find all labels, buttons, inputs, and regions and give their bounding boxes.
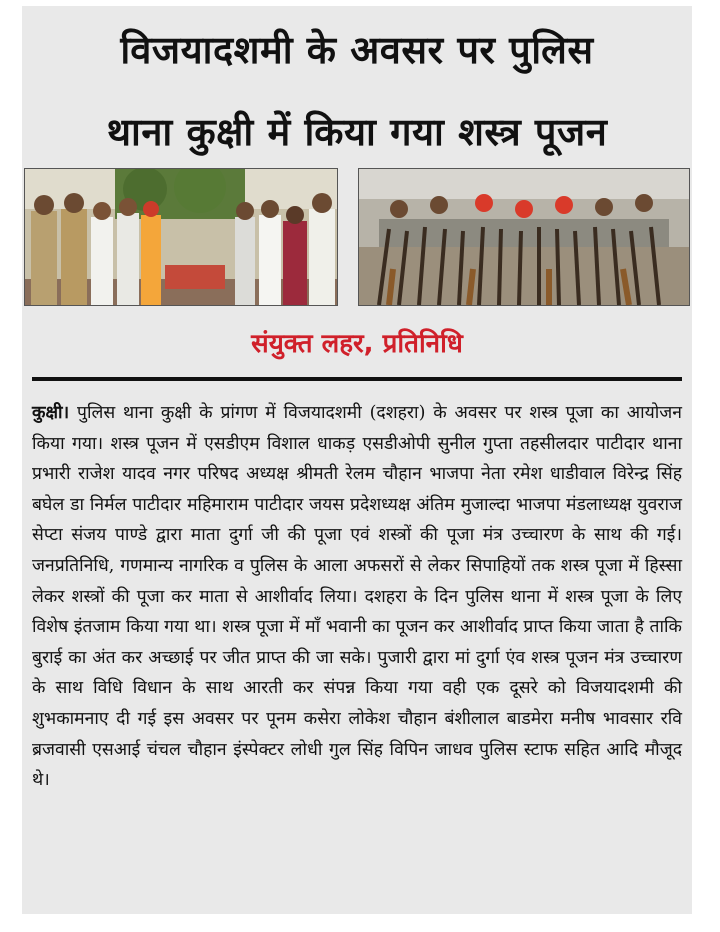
weapons-display-photo [358,168,690,306]
divider-rule [32,377,682,381]
officials-group-photo [24,168,338,306]
headline-line-2: थाना कुक्षी में किया गया शस्त्र पूजन [106,110,608,154]
dateline: कुक्षी। [32,403,70,423]
officials-group-illustration [25,169,337,305]
newspaper-clipping [22,6,692,914]
headline-line-1: विजयादशमी के अवसर पर पुलिस [120,28,594,72]
article-body [32,398,682,796]
weapons-display-illustration [359,169,689,305]
byline: संयुक्त लहर, प्रतिनिधि [251,329,463,359]
article-text: पुलिस थाना कुक्षी के प्रांगण में विजयादशमी (दशहरा) के अवसर पर शस्त्र पूजा का आयोजन किया गया। शस्त्र पूजन में एसडीएम विशाल धाकड़ एसडीओपी सुनील गुप्ता तहसीलदार पाटीदार थाना प्रभारी राजेश यादव नगर परिषद अध्यक्ष श्रीमती रेलम चौहान भाजपा नेता रमेश धाडीवाल विरेन्द्र सिंह बघेल डा निर्मल पाटीदार महिमाराम पाटीदार जयस प्रदेशध्यक्ष अंतिम मुजाल्दा भाजपा मंडलाध्यक्ष युवराज सेप्टा संजय पाण्डे द्वारा माता दुर्गा जी की पूजा एवं शस्त्रों की पूजा मंत्र उच्चारण के साथ की गई। जनप्रतिनिधि, गणमान्य नागरिक व पुलिस के आला अफसरों से लेकर सिपाहियों तक शस्त्र पूजा में हिस्सा लेकर शस्त्रों की पूजा कर माता से आशीर्वाद लिया। दशहरा के दिन पुलिस थाना में शस्त्र पूजा के लिए विशेष इंतजाम किया गया था। शस्त्र पूजा में माँ भवानी का पूजन कर आशीर्वाद प्राप्त किया जाता है ताकि बुराई का अंत कर अच्छाई पर जीत प्राप्त की जा सके। पुजारी द्वारा मां दुर्गा एंव शस्त्र पूजन मंत्र उच्चारण के साथ विधि विधान के साथ आरती कर संपन्न किया गया वही एक दूसरे को विजयादशमी की शुभकामनाए दी गई इस अवसर पर पूनम कसेरा लोकेश चौहान बंशीलाल बाडमेरा मनीष भावसार रवि ब्रजवासी एसआई चंचल चौहान इंस्पेक्टर लोधी गुल सिंह विपिन जाधव पुलिस स्टाफ सहित आदि मौजूद थे। [32,403,682,791]
